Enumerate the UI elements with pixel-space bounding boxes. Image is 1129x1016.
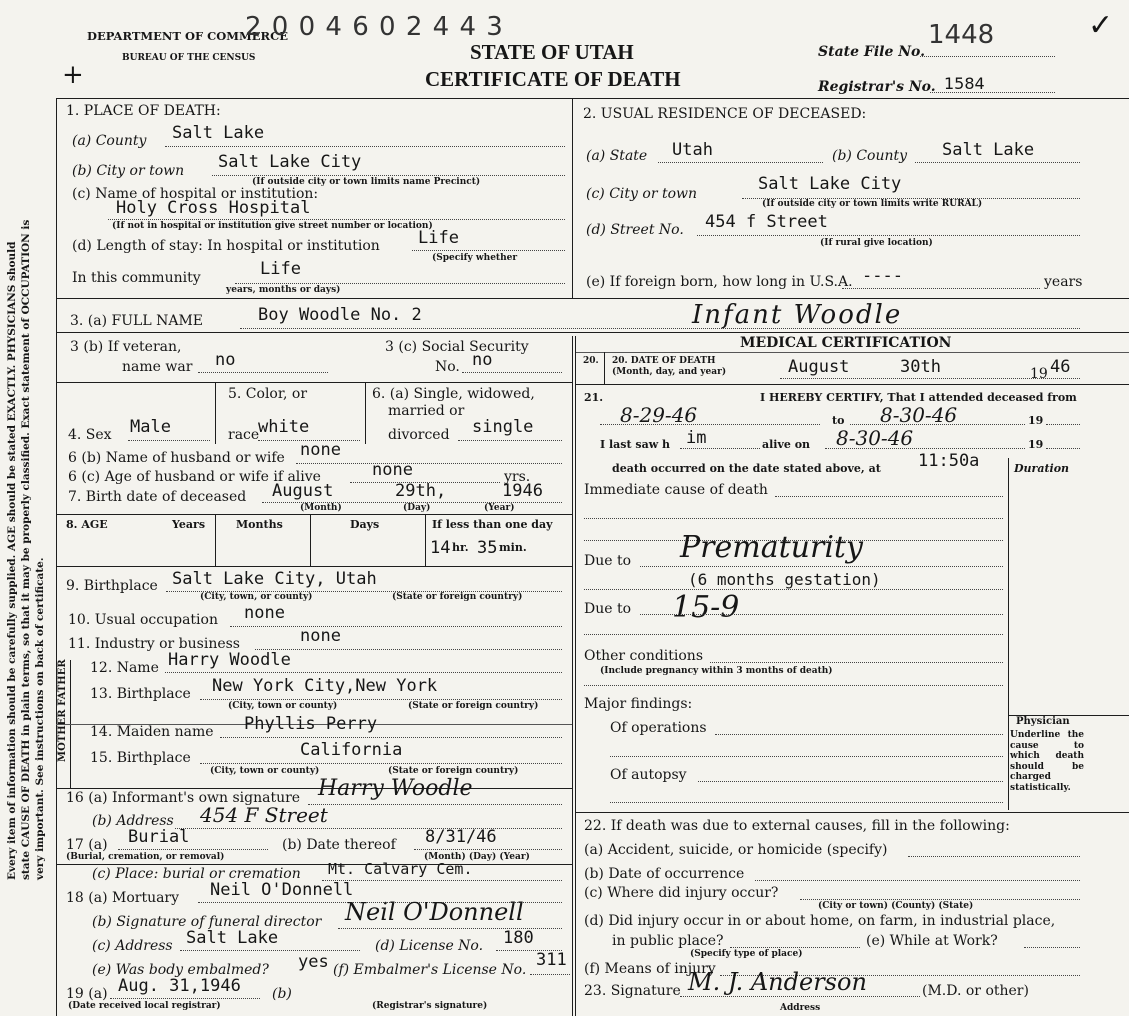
check-mark-icon: ✓	[1088, 8, 1114, 43]
embalmed-value: yes	[298, 952, 329, 972]
residence-state: Utah	[672, 140, 713, 160]
where-label: (c) Where did injury occur?	[584, 885, 779, 901]
place-city-label: (b) City or town	[72, 163, 185, 179]
birth-day: 29th,	[395, 481, 447, 501]
alive-year-19: 19	[1028, 438, 1044, 451]
mortuary-address-label: (c) Address	[92, 938, 173, 954]
birth-month: August	[272, 481, 334, 501]
side-note-line1: Every item of information should be carefully supplied. AGE should be stated EXACTLY. PHYSICIANS should	[6, 241, 18, 880]
accident-label: (a) Accident, suicide, or homicide (specify)	[584, 842, 888, 858]
father-birthplace: New York City,New York	[212, 676, 438, 696]
physician-note: Underline the cause to which death should be charged statistically.	[1010, 730, 1084, 793]
place-hospital-note: (If not in hospital or institution give street number or location)	[112, 221, 433, 231]
age-hours: 14	[430, 538, 451, 558]
residence-state-label: (a) State	[586, 148, 648, 164]
other-conditions-label: Other conditions	[584, 648, 704, 664]
public-place-label: in public place?	[612, 933, 724, 949]
residence-city-label: (c) City or town	[586, 186, 698, 202]
marital-label2: married or	[388, 403, 465, 419]
embalmer-label: (f) Embalmer's License No.	[333, 962, 527, 978]
place-community: Life	[260, 259, 301, 279]
place-specify-note: (Specify whether	[432, 253, 518, 263]
dept-label: DEPARTMENT OF COMMERCE	[87, 29, 289, 43]
father-name-label: 12. Name	[90, 660, 159, 676]
age-days-label: Days	[350, 518, 380, 531]
autopsy-label: Of autopsy	[610, 767, 687, 783]
birth-day-note: (Day)	[403, 503, 431, 513]
informant-sig-label: 16 (a) Informant's own signature	[66, 790, 301, 806]
place-stay-label: (d) Length of stay: In hospital or institution	[72, 238, 380, 254]
means-label: (f) Means of injury	[584, 961, 716, 977]
spouse-label: 6 (b) Name of husband or wife	[68, 450, 285, 466]
license-label: (d) License No.	[375, 938, 484, 954]
residence-county-label: (b) County	[832, 148, 908, 164]
spouse-value: none	[300, 440, 341, 460]
sex-value: Male	[130, 417, 171, 437]
attend-to-label: to	[832, 414, 845, 427]
burial-note: (Burial, cremation, or removal)	[66, 852, 225, 862]
plus-mark-icon: +	[62, 60, 84, 90]
ss-label2: No.	[435, 359, 460, 375]
residence-foreign-label: (e) If foreign born, how long in U.S.A.	[586, 274, 853, 290]
dod-note: (Month, day, and year)	[612, 367, 727, 377]
birth-year: 1946	[502, 481, 543, 501]
age-lessday-label: If less than one day	[432, 518, 553, 531]
informant-address: 454 F Street	[200, 803, 328, 827]
state-file-label: State File No.	[818, 44, 926, 60]
marital-label3: divorced	[388, 427, 450, 443]
md-label: (M.D. or other)	[922, 983, 1029, 999]
side-instructions	[0, 110, 48, 1010]
informant-address-label: (b) Address	[92, 813, 174, 829]
birthplace-value: Salt Lake City, Utah	[172, 569, 377, 589]
registrar-sig-note: (Registrar's signature)	[372, 1001, 488, 1011]
birthplace-note1: (City, town, or county)	[200, 592, 313, 602]
place-hospital-label: (c) Name of hospital or institution:	[72, 186, 319, 202]
embalmed-label: (e) Was body embalmed?	[92, 962, 269, 978]
registrar-label: Registrar's No.	[818, 79, 936, 95]
full-name: Boy Woodle No. 2	[258, 305, 422, 325]
death-time: 11:50a	[918, 451, 980, 471]
residence-foreign: ----	[862, 266, 903, 286]
place-city-note: (If outside city or town limits name Precinct)	[252, 177, 481, 187]
marital-value: single	[472, 417, 534, 437]
due1-handwritten: Prematurity	[680, 530, 863, 565]
father-name: Harry Woodle	[168, 650, 291, 670]
registrar-no: 1584	[944, 74, 985, 93]
burial-place-label: (c) Place: burial or cremation	[92, 866, 301, 882]
place-county-label: (a) County	[72, 133, 147, 149]
place-heading: 1. PLACE OF DEATH:	[66, 103, 221, 119]
dod-number: 20.	[583, 356, 599, 366]
burial-date: 8/31/46	[425, 827, 497, 847]
place-city: Salt Lake City	[218, 152, 362, 172]
ss-label: 3 (c) Social Security	[385, 339, 529, 355]
place-community-note: years, months or days)	[226, 285, 341, 295]
burial-label: 17 (a)	[66, 837, 108, 853]
mother-birthplace-label: 15. Birthplace	[90, 750, 191, 766]
burial-place: Mt. Calvary Cem.	[328, 860, 473, 878]
external-causes-label: 22. If death was due to external causes, fill in the following:	[584, 818, 1010, 834]
gestation-value: (6 months gestation)	[688, 570, 881, 589]
mortuary-value: Neil O'Donnell	[210, 880, 354, 900]
residence-street: 454 f Street	[705, 212, 828, 232]
side-note-line2: state CAUSE OF DEATH in plain terms, so that it may be properly classified. Exact statement of OCCUPATION is	[20, 219, 32, 880]
veteran-label: 3 (b) If veteran,	[70, 339, 182, 355]
birth-month-note: (Month)	[300, 503, 342, 513]
certify-num: 21.	[584, 391, 604, 404]
residence-city-note: (If outside city or town limits write RURAL)	[762, 199, 983, 209]
age-min-label: min.	[499, 541, 527, 554]
industry-value: none	[300, 626, 341, 646]
age-label: 8. AGE	[66, 518, 108, 531]
burial-date-label: (b) Date thereof	[282, 837, 396, 853]
dod-day: 30th	[900, 357, 941, 377]
mother-father-vertical-label: MOTHER FATHER	[57, 659, 68, 762]
attend-from: 8-29-46	[620, 403, 698, 427]
marital-label: 6. (a) Single, widowed,	[372, 386, 535, 402]
veteran-value: no	[215, 350, 236, 370]
embalmer-value: 311	[536, 950, 567, 970]
certify-label: I HEREBY CERTIFY, That I attended deceased from	[760, 391, 1077, 404]
residence-county: Salt Lake	[942, 140, 1035, 160]
certificate-title: CERTIFICATE OF DEATH	[425, 67, 681, 91]
mother-name-label: 14. Maiden name	[90, 724, 214, 740]
residence-street-note: (If rural give location)	[820, 238, 933, 248]
death-occurred-label: death occurred on the date stated above, at	[612, 462, 881, 475]
place-community-label: In this community	[72, 270, 201, 286]
spouse-age-label: 6 (c) Age of husband or wife if alive	[68, 469, 321, 485]
other-conditions-note: (Include pregnancy within 3 months of death)	[600, 666, 833, 676]
veteran-label2: name war	[122, 359, 193, 375]
residence-heading: 2. USUAL RESIDENCE OF DECEASED:	[583, 106, 867, 122]
informant-signature: Harry Woodle	[318, 776, 473, 801]
spouse-age-value: none	[372, 460, 413, 480]
occurrence-label: (b) Date of occurrence	[584, 866, 745, 882]
alive-on-label: alive on	[762, 438, 811, 451]
residence-city: Salt Lake City	[758, 174, 902, 194]
dod-month: August	[788, 357, 850, 377]
place-type-note: (Specify type of place)	[690, 949, 803, 959]
physician-title: Physician	[1016, 716, 1070, 727]
occupation-value: none	[244, 603, 285, 623]
occupation-label: 10. Usual occupation	[68, 612, 218, 628]
ss-value: no	[472, 350, 493, 370]
last-saw-label: I last saw h	[600, 438, 671, 451]
alive-on-value: 8-30-46	[836, 426, 914, 450]
birthplace-label: 9. Birthplace	[66, 578, 158, 594]
place-county: Salt Lake	[172, 123, 265, 143]
mortuary-label: 18 (a) Mortuary	[66, 890, 180, 906]
burial-value: Burial	[128, 827, 190, 847]
at-work-label: (e) While at Work?	[866, 933, 998, 949]
major-findings-label: Major findings:	[584, 696, 693, 712]
signature-label: 23. Signature	[584, 983, 681, 999]
medical-heading: MEDICAL CERTIFICATION	[740, 335, 952, 351]
age-years-label: Years	[172, 518, 206, 531]
state-file-no: 1448	[928, 20, 995, 50]
director-signature: Neil O'Donnell	[345, 898, 524, 926]
where-note: (City or town) (County) (State)	[818, 901, 974, 911]
father-birthplace-label: 13. Birthplace	[90, 686, 191, 702]
mother-birthplace: California	[300, 740, 403, 760]
mother-bp-note1: (City, town or county)	[210, 766, 320, 776]
registrar-sig-label: (b)	[272, 986, 292, 1002]
due2-handwritten: 15-9	[672, 590, 740, 625]
operations-label: Of operations	[610, 720, 707, 736]
bureau-label: BUREAU OF THE CENSUS	[122, 53, 256, 63]
dod-label: 20. DATE OF DEATH	[612, 356, 716, 366]
attend-year-19: 19	[1028, 414, 1044, 427]
received-label: 19 (a)	[66, 986, 108, 1002]
stamp-number: 2 0 0 4 6 0 2 4 4 3	[245, 12, 504, 42]
dod-year: 46	[1050, 357, 1071, 377]
director-label: (b) Signature of funeral director	[92, 914, 322, 930]
age-minutes: 35	[477, 538, 498, 558]
residence-street-label: (d) Street No.	[586, 222, 684, 238]
residence-years-label: years	[1044, 274, 1083, 290]
burial-date-note: (Month) (Day) (Year)	[424, 852, 530, 862]
color-label: 5. Color, or	[228, 386, 308, 402]
birth-date-label: 7. Birth date of deceased	[68, 489, 247, 505]
race-value: white	[258, 417, 310, 437]
mortuary-address: Salt Lake	[186, 928, 279, 948]
full-name-label: 3. (a) FULL NAME	[70, 313, 203, 329]
physician-signature: M. J. Anderson	[688, 968, 867, 996]
due1-label: Due to	[584, 553, 632, 569]
attend-to: 8-30-46	[880, 403, 958, 427]
state-title: STATE OF UTAH	[470, 40, 634, 64]
received-value: Aug. 31,1946	[118, 976, 241, 996]
place-hospital: Holy Cross Hospital	[116, 198, 311, 218]
age-hr-label: hr.	[452, 541, 469, 554]
father-bp-note2: (State or foreign country)	[408, 701, 539, 711]
birth-year-note: (Year)	[484, 503, 515, 513]
home-label: (d) Did injury occur in or about home, on farm, in industrial place,	[584, 913, 1056, 929]
last-saw-value: im	[686, 428, 707, 448]
due2-label: Due to	[584, 601, 632, 617]
mother-bp-note2: (State or foreign country)	[388, 766, 519, 776]
physician-address-label: Address	[780, 1003, 821, 1013]
mother-name: Phyllis Perry	[244, 714, 378, 734]
side-note-line3: very important. See instructions on back of certificate.	[34, 557, 46, 880]
birthplace-note2: (State or foreign country)	[392, 592, 523, 602]
received-note: (Date received local registrar)	[68, 1001, 221, 1011]
sex-label: 4. Sex	[68, 427, 112, 443]
place-stay: Life	[418, 228, 459, 248]
full-name-handwritten: Infant Woodle	[692, 300, 903, 330]
father-bp-note1: (City, town or county)	[228, 701, 338, 711]
immediate-cause-label: Immediate cause of death	[584, 482, 768, 498]
license-value: 180	[503, 928, 534, 948]
duration-label: Duration	[1014, 462, 1070, 475]
race-label: race	[228, 427, 260, 443]
industry-label: 11. Industry or business	[68, 636, 240, 652]
age-months-label: Months	[236, 518, 283, 531]
yrs-label: yrs.	[504, 469, 531, 485]
dod-year-prefix: 19	[1030, 366, 1048, 382]
